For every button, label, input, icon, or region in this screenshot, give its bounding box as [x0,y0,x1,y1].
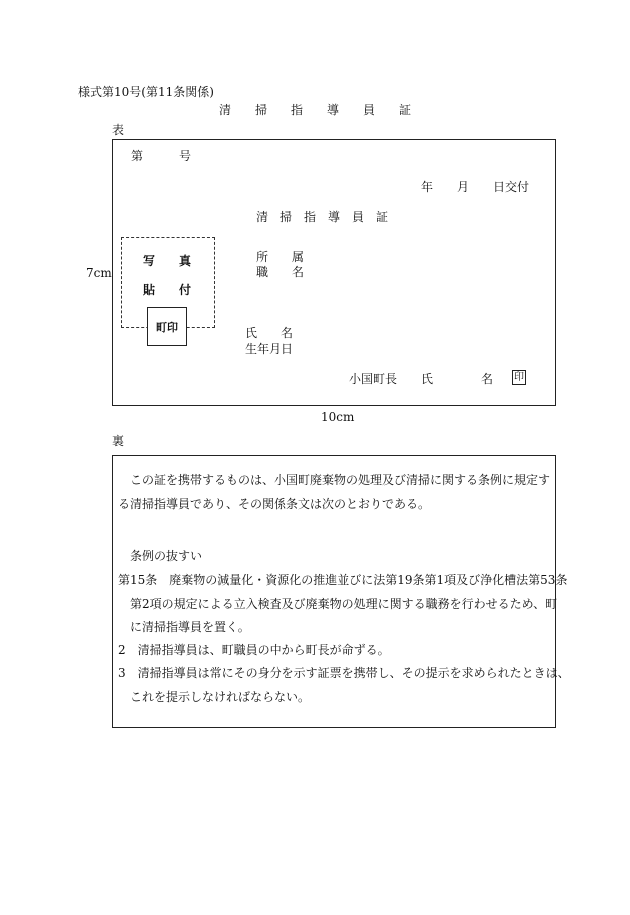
affiliation-label: 所 属 [256,250,305,264]
birthdate-label: 生年月日 [245,342,294,356]
back-card [112,455,556,728]
clause-2: 2 清掃指導員は、町職員の中から町長が命ずる。 [118,643,390,657]
name-label: 氏 名 [245,326,294,340]
article15-line-1: 第15条 廃棄物の減量化・資源化の推進並びに法第19条第1項及び浄化槽法第53条 [118,573,568,587]
document-title: 清 掃 指 導 員 証 [219,103,412,117]
photo-label-line2: 貼 付 [143,283,192,297]
excerpt-heading: 条例の抜すい [130,549,203,563]
height-dimension: 7cm [86,266,112,280]
clause-3-line-2: これを提示しなければならない。 [130,690,311,704]
issuer-line: 小国町長 氏 名 [349,372,494,386]
seal-mark: 印 [512,370,526,385]
form-number: 様式第10号(第11条関係) [78,85,214,99]
article15-line-3: に清掃指導員を置く。 [130,620,250,634]
width-dimension: 10cm [321,410,355,424]
card-number: 第 号 [131,149,192,163]
intro-line-1: この証を携帯するものは、小国町廃棄物の処理及び清掃に関する条例に規定す [130,473,551,487]
back-section-label: 裏 [112,434,125,448]
town-stamp: 町印 [147,307,187,346]
card-title: 清 掃 指 導 員 証 [256,210,389,224]
position-label: 職 名 [256,265,305,279]
front-section-label: 表 [112,123,125,137]
article15-line-2: 第2項の規定による立入検査及び廃棄物の処理に関する職務を行わせるため、町 [130,597,558,611]
issue-date: 年 月 日交付 [421,180,530,194]
photo-label-line1: 写 真 [143,254,192,268]
clause-3-line-1: 3 清掃指導員は常にその身分を示す証票を携帯し、その提示を求められたときは、 [118,666,570,680]
intro-line-2: る清掃指導員であり、その関係条文は次のとおりである。 [118,497,431,511]
